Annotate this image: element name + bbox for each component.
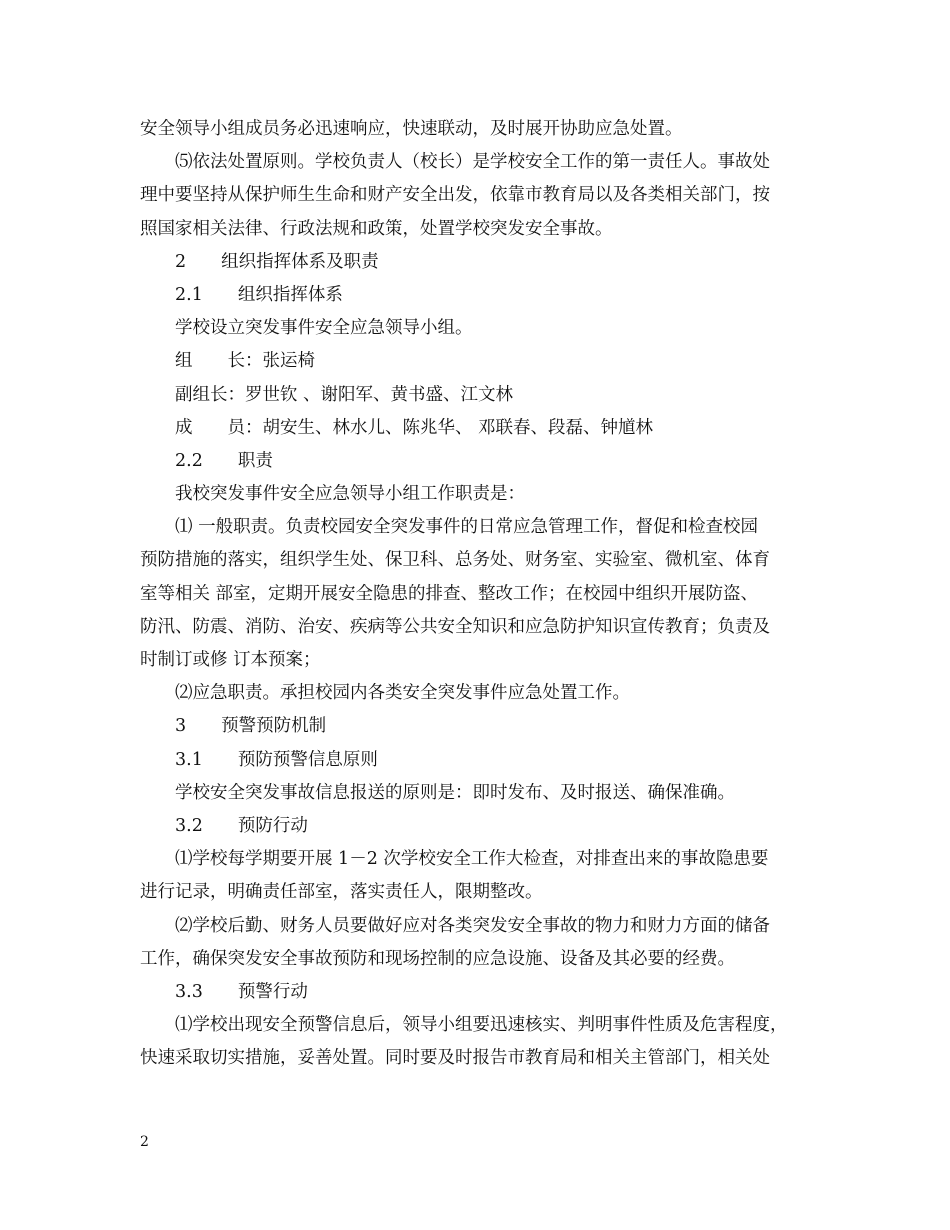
body-text-line: 室等相关 部室，定期开展安全隐患的排查、整改工作；在校园中组织开展防盗、 [140,583,759,604]
body-text-line: ⑴ 一般职责。负责校园安全突发事件的日常应急管理工作，督促和检查校园 [175,517,759,538]
body-text-line: 时制订或修 订本预案； [140,650,321,670]
body-text-line: 进行记录，明确责任部室，落实责任人，限期整改。 [140,882,543,903]
body-text-line: 副组长：罗世钦 、谢阳军、黄书盛、江文林 [175,384,514,405]
body-text-line: 3.2 预防行动 [175,815,308,836]
body-text-line: 成 员：胡安生、林水儿、陈兆华、 邓联春、段磊、钟馗林 [175,417,654,438]
page-number: 2 [140,1134,149,1150]
body-text-line: 防汛、防震、消防、治安、疾病等公共安全知识和应急防护知识宣传教育；负责及 [140,616,770,637]
body-text-line: ⑴学校出现安全预警信息后，领导小组要迅速核实、判明事件性质及危害程度， [175,1015,788,1036]
body-text-line: 我校突发事件安全应急领导小组工作职责是： [175,484,525,505]
body-text-line: 2.1 组织指挥体系 [175,284,343,305]
body-text-line: 理中要坚持从保护师生生命和财产安全出发，依靠市教育局以及各类相关部门，按 [140,185,770,206]
body-text-line: 工作，确保突发安全事故预防和现场控制的应急设施、设备及其必要的经费。 [140,948,735,969]
body-text-line: 学校设立突发事件安全应急领导小组。 [175,318,473,339]
body-text-line: 2 组织指挥体系及职责 [175,251,379,272]
body-text-line: 预防措施的落实，组织学生处、保卫科、总务处、财务室、实验室、微机室、体育 [140,550,770,571]
body-text-line: ⑵学校后勤、财务人员要做好应对各类突发安全事故的物力和财力方面的储备 [175,915,770,936]
body-text-line: 3 预警预防机制 [175,716,327,737]
body-text-line: 组 长：张运椅 [175,351,315,372]
body-text-line: 安全领导小组成员务必迅速响应，快速联动，及时展开协助应急处置。 [140,119,683,139]
body-text-line: 快速采取切实措施，妥善处置。同时要及时报告市教育局和相关主管部门，相关处 [140,1048,770,1069]
document-body [140,113,830,1075]
body-text-line: ⑴学校每学期要开展 1－2 次学校安全工作大检查，对排查出来的事故隐患要 [175,849,769,870]
body-text-line: 学校安全突发事故信息报送的原则是：即时发布、及时报送、确保准确。 [175,782,735,803]
body-text-line: 2.2 职责 [175,450,273,471]
body-text-line: ⑸依法处置原则。学校负责人（校长）是学校安全工作的第一责任人。事故处 [175,152,770,173]
body-text-line: 3.1 预防预警信息原则 [175,749,378,770]
body-text-line: ⑵应急职责。承担校园内各类安全突发事件应急处置工作。 [175,683,630,704]
body-text-line: 3.3 预警行动 [175,981,308,1002]
body-text-line: 照国家相关法律、行政法规和政策，处置学校突发安全事故。 [140,218,613,239]
